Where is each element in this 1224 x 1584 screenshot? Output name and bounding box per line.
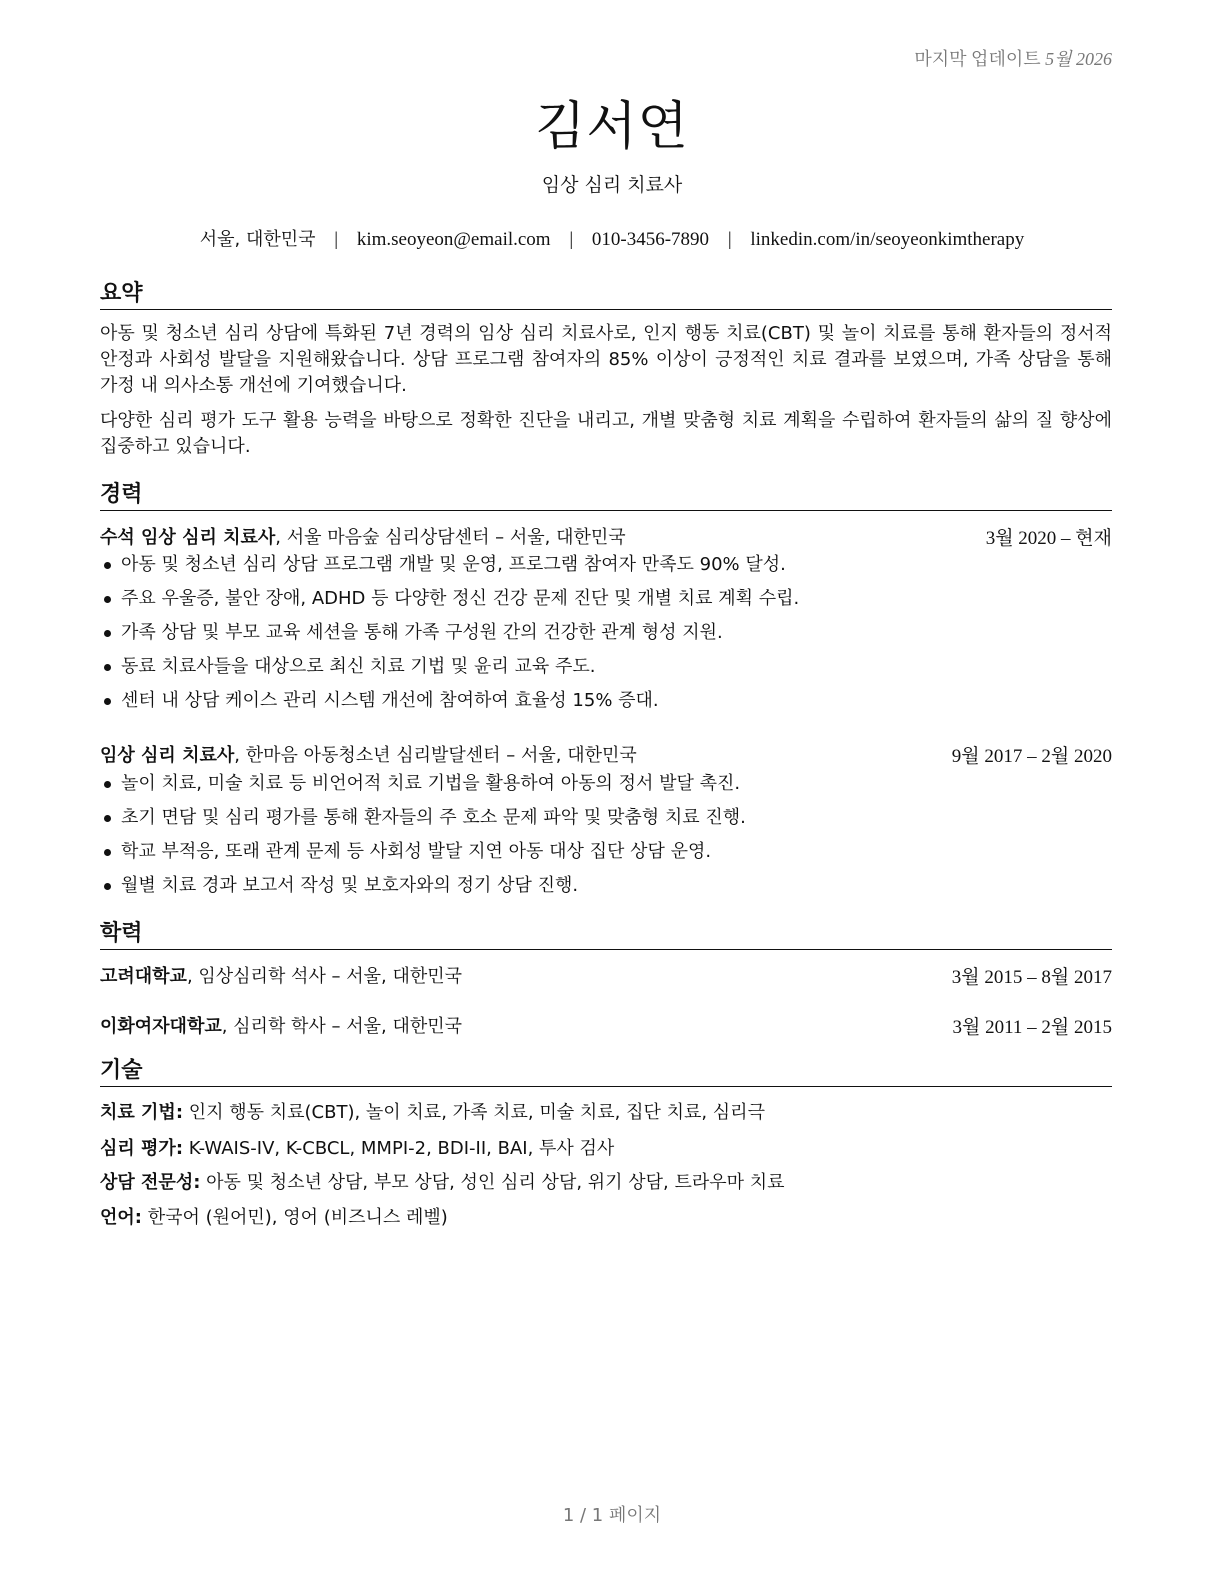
- skill-value: 인지 행동 치료(CBT), 놀이 치료, 가족 치료, 미술 치료, 집단 치료, 심리극: [183, 1102, 765, 1123]
- skill-label: 치료 기법:: [100, 1102, 184, 1123]
- contact-separator: |: [569, 229, 574, 250]
- education-dates: 3월 2015 – 8월 2017: [951, 967, 1112, 988]
- list-item: 초기 면담 및 심리 평가를 통해 환자들의 주 호소 문제 파악 및 맞춤형 치료 진행.: [100, 806, 1112, 840]
- list-item: 월별 치료 경과 보고서 작성 및 보호자와의 정기 상담 진행.: [100, 874, 1112, 908]
- last-updated: [914, 45, 1112, 71]
- summary-paragraph-1: 아동 및 청소년 심리 상담에 특화된 7년 경력의 임상 심리 치료사로, 인지 행동 치료(CBT) 및 놀이 치료를 통해 환자들의 정서적 안정과 사회성 발달을 지원해왔습니다. 상담 프로그램 참여자의 85% 이상이 긍정적인 치료 결과를 보였으며, 가족 상담을 통해 가정 내 의사소통 개선에 기여했습니다.: [100, 323, 1112, 396]
- education-school: 이화여자대학교: [100, 1016, 222, 1037]
- list-item: 아동 및 청소년 심리 상담 프로그램 개발 및 운영, 프로그램 참여자 만족도 90% 달성.: [100, 553, 1112, 587]
- job-org: , 서울 마음숲 심리상담센터 – 서울, 대한민국: [275, 527, 626, 548]
- skill-line: [100, 1098, 1112, 1124]
- list-item: 가족 상담 및 부모 교육 세션을 통해 가족 구성원 간의 건강한 관계 형성 지원.: [100, 621, 1112, 655]
- job-role-org: [100, 741, 637, 768]
- skill-label: 심리 평가:: [100, 1138, 184, 1159]
- skill-label: 상담 전문성:: [100, 1172, 201, 1193]
- job-org: , 한마음 아동청소년 심리발달센터 – 서울, 대한민국: [234, 745, 637, 766]
- skill-label: 언어:: [100, 1207, 142, 1228]
- candidate-title: 임상 심리 치료사: [541, 174, 683, 196]
- last-updated-label: 마지막 업데이트: [914, 49, 1041, 69]
- contact-line: [0, 225, 1224, 251]
- job-dates: 9월 2017 – 2월 2020: [951, 746, 1112, 767]
- last-updated-date: 5월 2026: [1045, 49, 1112, 69]
- education-heading: 학력: [100, 916, 1112, 950]
- job-bullets: [100, 772, 1112, 908]
- job-role-org: [100, 523, 626, 550]
- candidate-name: 김서연: [535, 97, 689, 157]
- job-bullets: [100, 553, 1112, 723]
- contact-separator: |: [727, 229, 732, 250]
- summary-heading: 요약: [100, 276, 1112, 310]
- job-role: 임상 심리 치료사: [100, 745, 235, 766]
- education-dates: 3월 2011 – 2월 2015: [952, 1017, 1112, 1038]
- list-item: 학교 부적응, 또래 관계 문제 등 사회성 발달 지연 아동 대상 집단 상담 운영.: [100, 840, 1112, 874]
- list-item: 주요 우울증, 불안 장애, ADHD 등 다양한 정신 건강 문제 진단 및 개별 치료 계획 수립.: [100, 587, 1112, 621]
- education-entry: [100, 1012, 1112, 1039]
- contact-linkedin[interactable]: linkedin.com/in/seoyeonkimtherapy: [750, 229, 1025, 250]
- job-role: 수석 임상 심리 치료사: [100, 527, 276, 548]
- skill-value: 아동 및 청소년 상담, 부모 상담, 성인 심리 상담, 위기 상담, 트라우마 치료: [200, 1172, 785, 1193]
- list-item: 동료 치료사들을 대상으로 최신 치료 기법 및 윤리 교육 주도.: [100, 655, 1112, 689]
- skill-line: [100, 1134, 1112, 1160]
- contact-separator: |: [334, 229, 339, 250]
- page-indicator: 1 / 1 페이지: [562, 1505, 662, 1526]
- education-school-detail: [100, 962, 462, 989]
- skill-line: [100, 1203, 1112, 1229]
- skill-line: [100, 1168, 1112, 1194]
- summary-paragraph-2: 다양한 심리 평가 도구 활용 능력을 바탕으로 정확한 진단을 내리고, 개별 맞춤형 치료 계획을 수립하여 환자들의 삶의 질 향상에 집중하고 있습니다.: [100, 410, 1112, 457]
- job-dates: 3월 2020 – 현재: [985, 528, 1112, 549]
- education-detail: , 임상심리학 석사 – 서울, 대한민국: [186, 966, 463, 987]
- education-school-detail: [100, 1012, 462, 1039]
- education-entry: [100, 962, 1112, 989]
- contact-email[interactable]: kim.seoyeon@email.com: [356, 229, 551, 250]
- education-school: 고려대학교: [100, 966, 187, 987]
- contact-phone[interactable]: 010-3456-7890: [591, 229, 710, 250]
- job-header: [100, 741, 1112, 768]
- experience-heading: 경력: [100, 477, 1112, 511]
- list-item: 센터 내 상담 케이스 관리 시스템 개선에 참여하여 효율성 15% 증대.: [100, 689, 1112, 723]
- job-header: [100, 523, 1112, 550]
- skill-value: K-WAIS-IV, K-CBCL, MMPI-2, BDI-II, BAI, 투사 검사: [183, 1138, 615, 1159]
- list-item: 놀이 치료, 미술 치료 등 비언어적 치료 기법을 활용하여 아동의 정서 발달 촉진.: [100, 772, 1112, 806]
- skill-value: 한국어 (원어민), 영어 (비즈니스 레벨): [141, 1207, 448, 1228]
- education-detail: , 심리학 학사 – 서울, 대한민국: [221, 1016, 463, 1037]
- contact-location: 서울, 대한민국: [199, 229, 316, 250]
- skills-heading: 기술: [100, 1053, 1112, 1087]
